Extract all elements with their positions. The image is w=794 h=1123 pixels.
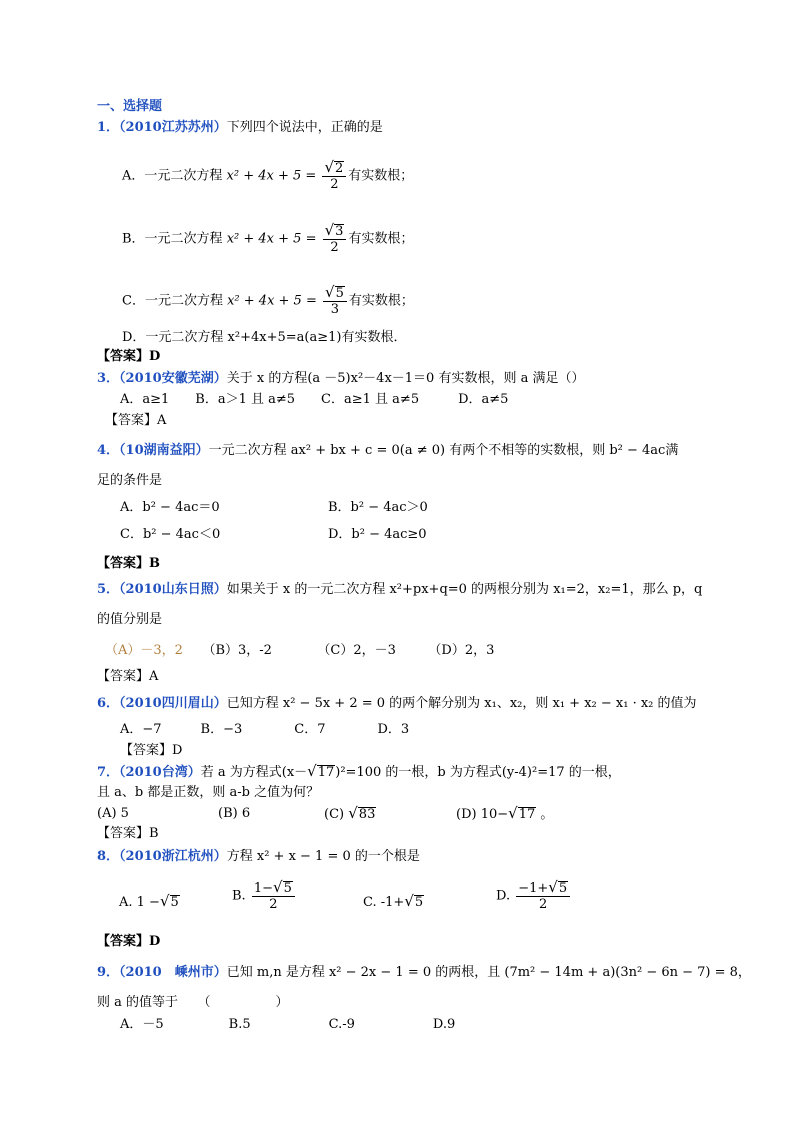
question-source: （2010 嵊州市） <box>119 965 227 980</box>
options-text: A．－5 B.5 C.-9 D.9 <box>120 1017 456 1032</box>
question-4-option-c <box>120 527 220 543</box>
option-label: (D) 10− <box>456 807 509 822</box>
option-text: D．b² − 4ac≥0 <box>328 527 427 542</box>
option-d-text: D．一元二次方程 x²+4x+5=a(a≥1)有实数根． <box>122 330 407 345</box>
option-a-text: （A）－3，2 <box>105 643 183 658</box>
question-8-option-b <box>232 880 297 912</box>
question-7-option-c <box>324 806 376 823</box>
fraction: −1+ √ 5 2 <box>516 880 570 912</box>
numerator-radicand: 5 <box>335 286 344 301</box>
question-5-stem <box>97 582 702 598</box>
question-number: 8． <box>97 849 120 864</box>
fraction: √ 5 3 <box>323 285 347 317</box>
question-7-option-d <box>456 806 553 823</box>
options-text: A．−7 B．−3 C．7 D．3 <box>120 722 410 737</box>
question-source: （2010四川眉山） <box>119 696 227 711</box>
radical: √ 17 <box>508 804 536 822</box>
question-7-option-a <box>97 806 129 822</box>
question-8-stem <box>97 849 420 865</box>
question-7-stem <box>97 764 621 781</box>
radical: √ 83 <box>348 804 376 822</box>
equation: x² + 4x + 5 = <box>226 231 317 247</box>
option-tail: 有实数根； <box>348 293 414 309</box>
option-label: A. 1 − <box>119 895 160 910</box>
question-4-answer <box>97 556 160 572</box>
question-1-option-c <box>122 285 414 317</box>
numerator-text: −1+ <box>518 881 549 896</box>
section-title <box>97 99 162 115</box>
section-title-text: 一、选择题 <box>97 99 163 114</box>
question-source: （2010安徽芜湖） <box>119 371 227 386</box>
option-label: C. -1+ <box>363 895 405 910</box>
numerator-radicand: 5 <box>558 881 568 896</box>
answer-label: 【答案】 <box>97 349 150 364</box>
question-5-options <box>105 643 494 659</box>
denominator: 2 <box>539 897 548 912</box>
option-label: D. <box>496 888 511 904</box>
question-7-option-b <box>218 806 250 822</box>
question-1-option-b <box>122 223 413 255</box>
question-4-option-d <box>328 527 427 543</box>
answer-value: D <box>149 349 161 364</box>
option-label: C．一元二次方程 <box>122 293 223 309</box>
question-source: （2010山东日照） <box>119 582 227 597</box>
radicand: 5 <box>170 895 179 910</box>
answer-value: B <box>149 556 161 571</box>
option-tail: 有实数根； <box>348 168 414 184</box>
question-text: 下列四个说法中，正确的是 <box>226 120 383 135</box>
option-label: A．一元二次方程 <box>122 168 223 184</box>
question-number: 4． <box>97 443 120 458</box>
radical: √ 5 <box>404 892 424 910</box>
question-text: 已知方程 x² − 5x + 2 = 0 的两个解分别为 x₁、x₂，则 x₁ + x₂ − x₁ · x₂ 的值为 <box>226 696 697 711</box>
question-8-option-d <box>496 880 572 912</box>
question-number: 3． <box>97 371 120 386</box>
question-8-answer <box>97 934 160 950</box>
fraction: 1− √ 5 2 <box>252 880 295 912</box>
option-text: A．b² − 4ac＝0 <box>120 500 220 515</box>
answer-value: D <box>149 934 161 949</box>
question-source: （10湖南益阳） <box>119 443 209 458</box>
answer-label: 【答案】 <box>97 826 150 841</box>
question-4-option-a <box>120 500 220 516</box>
question-number: 6． <box>97 696 120 711</box>
question-5-answer <box>97 669 158 685</box>
question-source: （2010台湾） <box>119 765 201 780</box>
question-9-stem-cont <box>97 995 289 1011</box>
question-3-stem <box>97 371 584 387</box>
question-number: 5． <box>97 582 120 597</box>
question-text: 方程 x² + x − 1 = 0 的一个根是 <box>226 849 420 864</box>
question-4-stem-cont <box>97 473 162 489</box>
question-9-options <box>120 1017 455 1033</box>
options-text: A．a≥1 B．a＞1 且 a≠5 C．a≥1 且 a≠5 D．a≠5 <box>120 392 509 407</box>
question-1-answer <box>97 349 160 365</box>
denominator: 2 <box>330 240 339 255</box>
question-source: （2010江苏苏州） <box>119 120 227 135</box>
answer-label: 【答案】 <box>97 934 150 949</box>
answer-label: 【答案】 <box>120 743 173 758</box>
question-7-answer <box>97 826 159 842</box>
question-6-options <box>120 722 409 738</box>
question-1-option-d <box>122 330 406 346</box>
option-label: B．一元二次方程 <box>122 231 223 247</box>
question-6-answer <box>120 743 182 759</box>
question-text-cont: 足的条件是 <box>97 473 163 488</box>
question-1-stem <box>97 120 383 136</box>
question-6-stem <box>97 696 697 712</box>
question-8-option-c <box>363 894 424 911</box>
question-text-tail: )²=100 的一根，b 为方程式(y-4)²=17 的一根， <box>335 765 621 780</box>
radicand: 17 <box>317 765 335 780</box>
numerator-text: 1− <box>253 881 273 896</box>
options-rest-text: （B）3，-2 （C）2，－3 （D）2，3 <box>182 643 495 658</box>
radicand: 17 <box>518 807 536 822</box>
question-3-options <box>120 392 508 408</box>
question-text: 关于 x 的方程(a －5)x²－4x－1＝0 有实数根，则 a 满足（） <box>226 371 585 386</box>
option-text: B．b² − 4ac＞0 <box>328 500 428 515</box>
equation: x² + 4x + 5 = <box>227 293 317 309</box>
question-source: （2010浙江杭州） <box>119 849 227 864</box>
question-text: 已知 m,n 是方程 x² − 2x − 1 = 0 的两根，且 (7m² − 14m + a)(3n² − 6n − 7) = 8， <box>226 965 751 980</box>
radical: √ 17 <box>307 762 335 780</box>
question-text: 一元二次方程 ax² + bx + c = 0(a ≠ 0) 有两个不相等的实数根，则 b² − 4ac满 <box>208 443 679 458</box>
option-text: C．b² − 4ac＜0 <box>120 527 221 542</box>
numerator-radicand: 5 <box>283 881 292 896</box>
answer-label: 【答案】 <box>105 413 158 428</box>
question-number: 7． <box>97 765 120 780</box>
fraction: √ 2 2 <box>322 160 346 192</box>
question-number: 1． <box>97 120 120 135</box>
question-text-cont: 且 a、b 都是正数，则 a-b 之值为何？ <box>97 785 320 800</box>
denominator: 3 <box>330 302 340 317</box>
denominator: 2 <box>269 897 278 912</box>
question-1-option-a <box>122 160 413 192</box>
question-5-stem-cont <box>97 612 162 628</box>
option-text: (B) 6 <box>218 806 251 821</box>
option-tail: 有实数根； <box>348 231 414 247</box>
question-text: 若 a 为方程式(x－ <box>200 765 308 780</box>
question-7-stem-cont <box>97 785 319 801</box>
answer-value: A <box>149 669 159 684</box>
question-text: 如果关于 x 的一元二次方程 x²+px+q=0 的两根分别为 x₁=2，x₂=1，那么 p，q <box>226 582 703 597</box>
question-9-stem <box>97 965 751 981</box>
question-text-cont: 的值分别是 <box>97 612 163 627</box>
radicand: 5 <box>414 895 424 910</box>
question-text-cont: 则 a 的值等于 （ ） <box>97 995 289 1010</box>
question-number: 9． <box>97 965 120 980</box>
option-label: B. <box>232 888 246 904</box>
radical: √ 5 <box>159 892 179 910</box>
option-label: (C) <box>324 807 345 822</box>
question-8-option-a <box>119 894 180 911</box>
answer-value: B <box>149 826 159 841</box>
radicand: 83 <box>358 807 376 822</box>
equation: x² + 4x + 5 = <box>226 168 317 184</box>
answer-value: D <box>172 743 183 758</box>
option-text: (A) 5 <box>97 806 129 821</box>
option-tail: 。 <box>540 807 554 822</box>
question-3-answer <box>105 413 166 429</box>
question-4-option-b <box>328 500 428 516</box>
denominator: 2 <box>330 177 339 192</box>
answer-label: 【答案】 <box>97 556 150 571</box>
answer-label: 【答案】 <box>97 669 150 684</box>
answer-value: A <box>157 413 167 428</box>
numerator-radicand: 3 <box>335 224 344 239</box>
question-4-stem <box>97 443 678 459</box>
fraction: √ 3 2 <box>323 223 347 255</box>
numerator-radicand: 2 <box>335 161 344 176</box>
